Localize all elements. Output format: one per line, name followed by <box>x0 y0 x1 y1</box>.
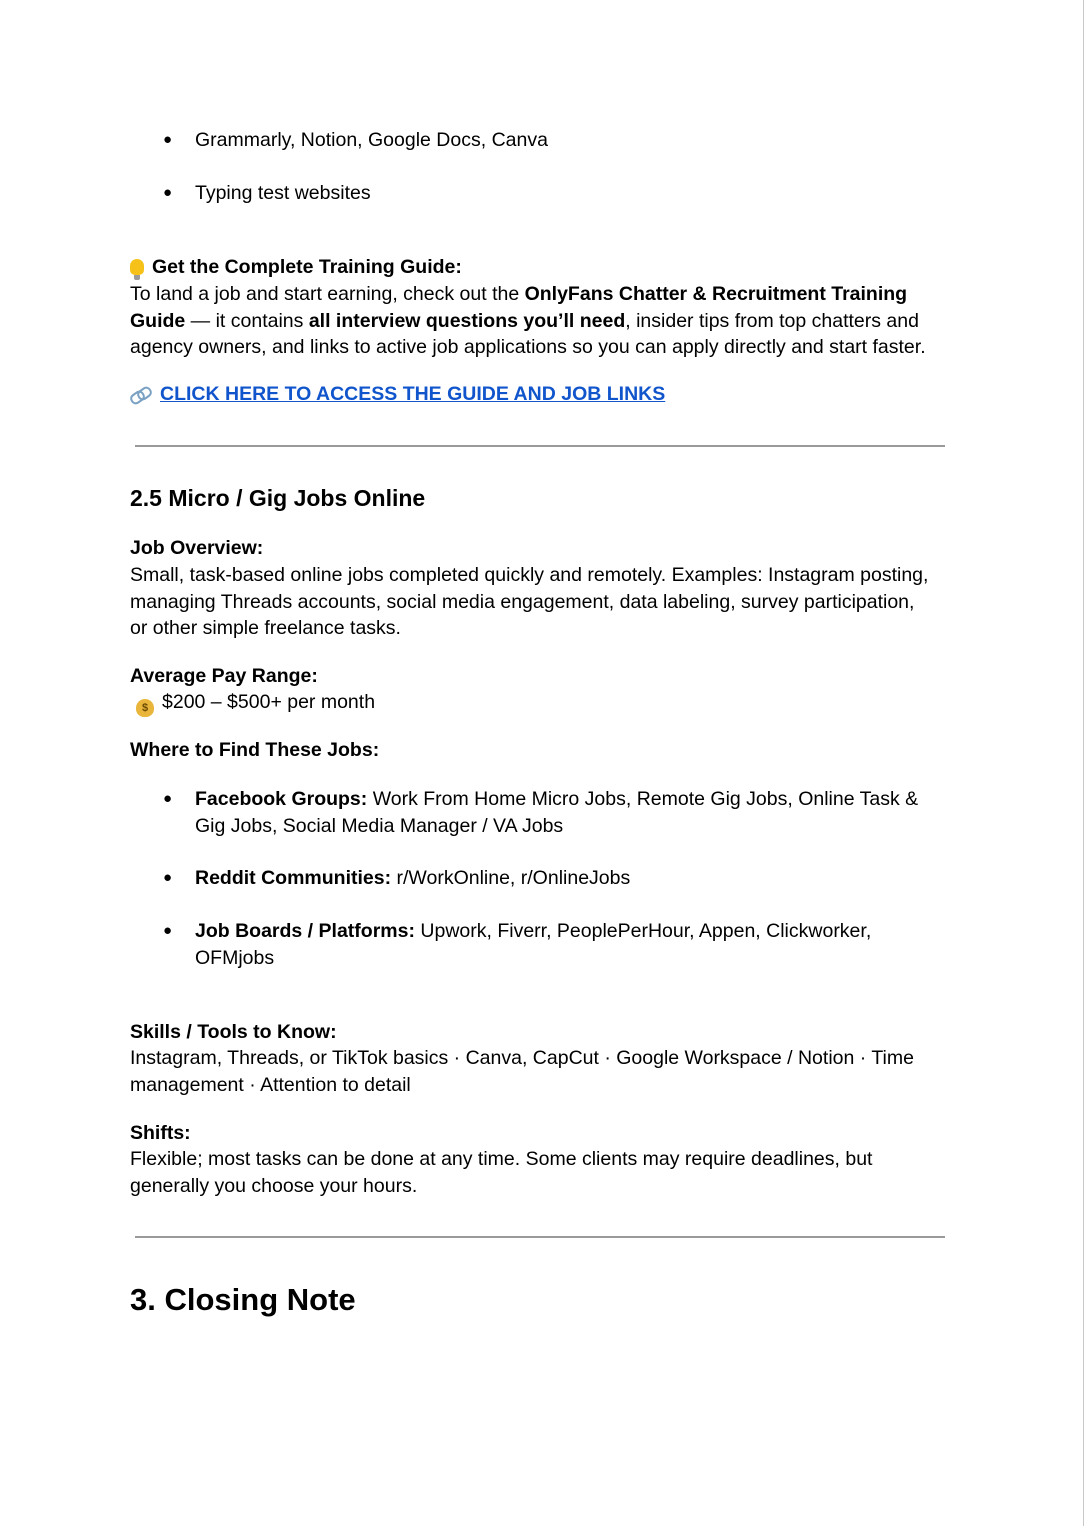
shifts-text: Flexible; most tasks can be done at any time. Some clients may require deadlines, but generally you choose your hours. <box>130 1148 873 1197</box>
skills-text: Instagram, Threads, or TikTok basics · Canva, CapCut · Google Workspace / Notion · Time management · Attention to detail <box>130 1047 914 1096</box>
list-item: ● Job Boards / Platforms: Upwork, Fiverr, PeoplePerHour, Appen, Clickworker, OFMjobs <box>163 920 872 969</box>
skills-label: Skills / Tools to Know: <box>130 1021 337 1043</box>
guide-link-line <box>130 381 945 408</box>
training-guide-paragraph: To land a job and start earning, check out the OnlyFans Chatter & Recruitment Training Guide — it contains all interview questions you’ll need, insider tips from top chatters and agency owners, and links to active job applications so you can apply directly and start faster. <box>130 283 926 358</box>
list-item: ● Reddit Communities: r/WorkOnline, r/OnlineJobs <box>195 865 945 892</box>
bullet-icon: ● <box>163 184 173 201</box>
divider <box>135 445 945 447</box>
link-icon <box>130 389 150 401</box>
where-label: Where to Find These Jobs: <box>130 739 380 761</box>
money-bag-icon: $ <box>136 699 154 717</box>
list-item: ● Facebook Groups: Work From Home Micro Jobs, Remote Gig Jobs, Online Task & Gig Jobs, Social Media Manager / VA Jobs <box>163 788 919 837</box>
bullet-icon: ● <box>163 922 173 939</box>
training-guide-heading: Get the Complete Training Guide: <box>130 254 945 281</box>
shifts-label: Shifts: <box>130 1122 191 1144</box>
bullet-icon: ● <box>163 131 173 148</box>
list-item <box>163 127 945 154</box>
pay-label: Average Pay Range: <box>130 665 318 687</box>
overview-label: Job Overview: <box>130 537 264 559</box>
pay-text: $200 – $500+ per month <box>162 691 376 713</box>
list-item <box>163 180 945 207</box>
list-item-text: Typing test websites <box>195 182 371 204</box>
guide-link[interactable]: CLICK HERE TO ACCESS THE GUIDE AND JOB LINKS <box>160 383 666 405</box>
pay-line <box>130 689 945 716</box>
bullet-icon: ● <box>163 869 173 886</box>
closing-note-title: 3. Closing Note <box>130 1282 356 1317</box>
divider <box>135 1236 945 1238</box>
lightbulb-icon <box>130 259 144 275</box>
section-title: 2.5 Micro / Gig Jobs Online <box>130 485 426 511</box>
list-item-text: Grammarly, Notion, Google Docs, Canva <box>195 129 548 151</box>
overview-text: Small, task-based online jobs completed quickly and remotely. Examples: Instagram posting, managing Threads accounts, social media engagement, data labeling, survey participation, or other simple freelance tasks. <box>130 564 929 639</box>
bullet-icon: ● <box>163 790 173 807</box>
